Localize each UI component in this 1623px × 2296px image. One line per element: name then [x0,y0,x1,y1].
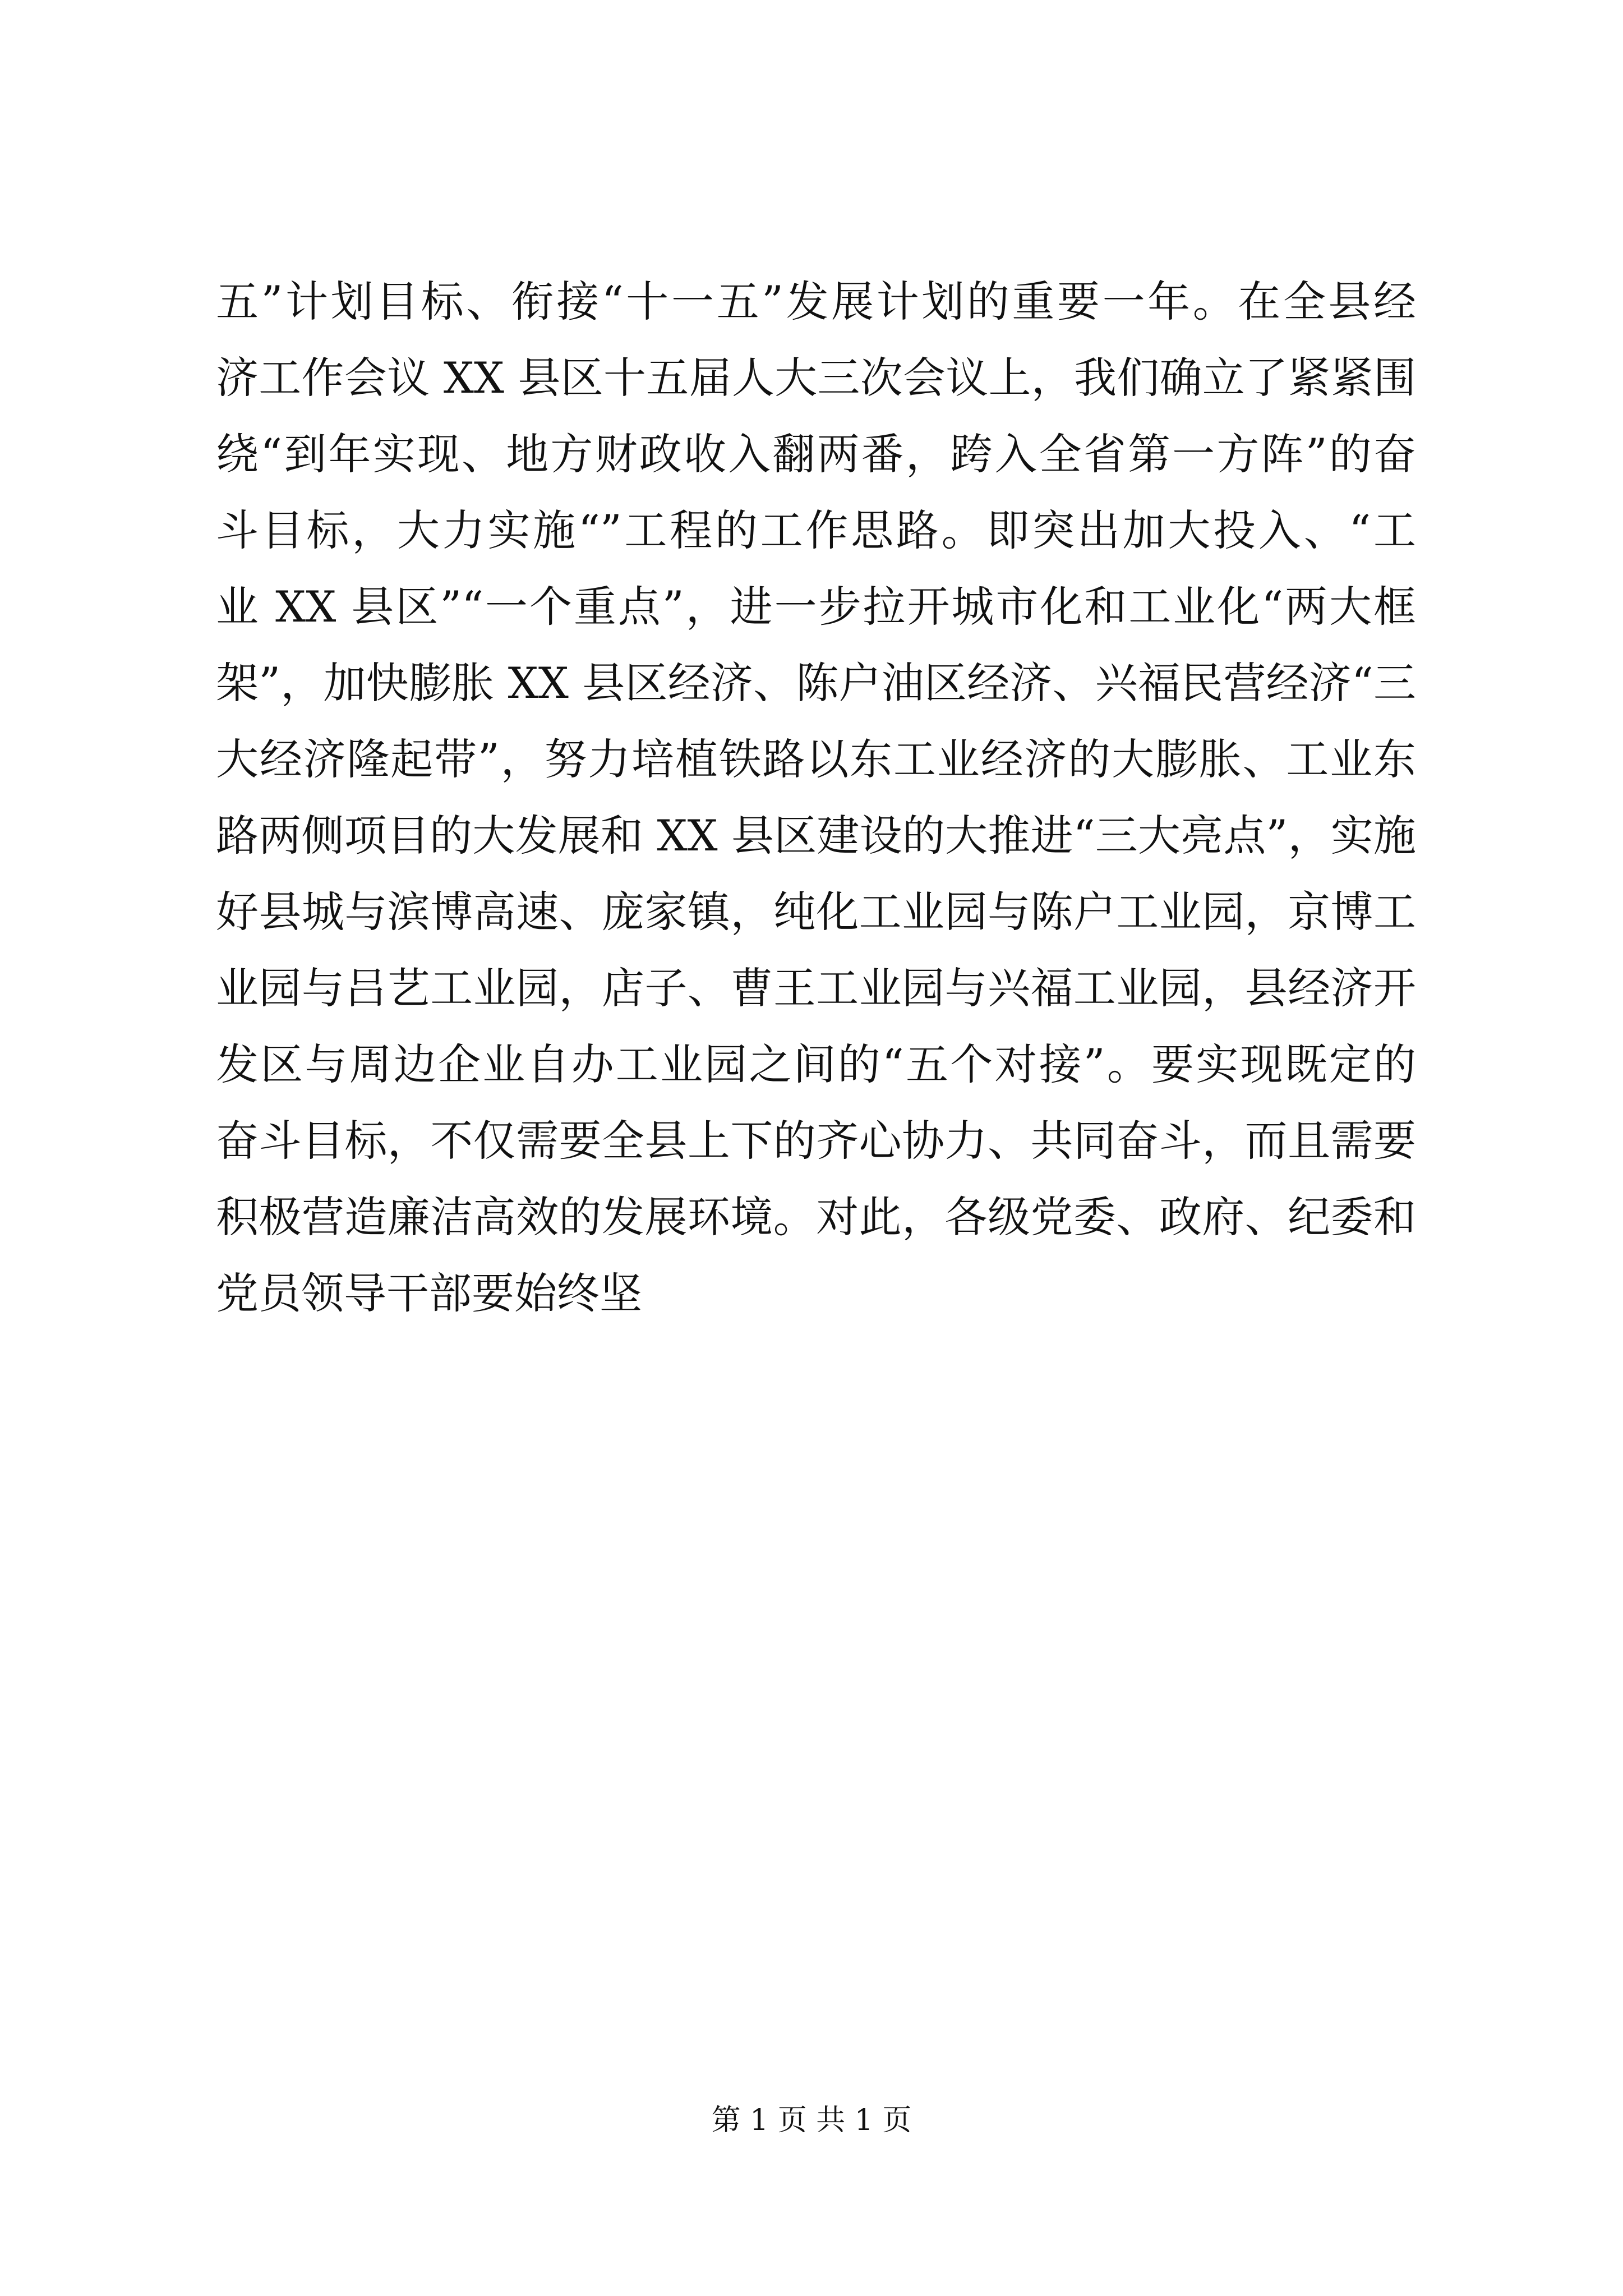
text-line: 大经济隆起带”，努力培植铁路以东工业经济的大膨胀、工业东 [216,734,1416,784]
body-paragraph [216,264,1416,1332]
text-line: 济工作会议 XX 县区十五届人大三次会议上，我们确立了紧紧围 [216,353,1416,403]
text-line: 发区与周边企业自办工业园之间的“五个对接”。要实现既定的 [216,1039,1416,1089]
text-line: 好县城与滨博高速、庞家镇，纯化工业园与陈户工业园，京博工 [216,887,1416,937]
text-line: 绕“到年实现、地方财政收入翻两番，跨入全省第一方阵”的奋 [216,429,1416,479]
text-line: 五”计划目标、衔接“十一五”发展计划的重要一年。在全县经 [216,277,1416,326]
page-footer [0,2098,1623,2143]
text-line: 业 XX 县区”“一个重点”，进一步拉开城市化和工业化“两大框 [216,582,1416,632]
page-number-label: 第 1 页 共 1 页 [711,2104,912,2137]
text-line: 业园与吕艺工业园，店子、曹王工业园与兴福工业园，县经济开 [216,963,1416,1013]
text-line: 积极营造廉洁高效的发展环境。对此，各级党委、政府、纪委和 [216,1192,1416,1242]
text-line: 斗目标，大力实施“”工程的工作思路。即突出加大投入、“工 [216,505,1416,555]
text-line-last: 党员领导干部要始终坚 [216,1268,642,1318]
text-line: 奋斗目标，不仅需要全县上下的齐心协力、共同奋斗，而且需要 [216,1116,1416,1166]
text-line: 路两侧项目的大发展和 XX 县区建设的大推进“三大亮点”，实施 [216,811,1416,861]
text-line: 架”，加快膨胀 XX 县区经济、陈户油区经济、兴福民营经济“三 [216,658,1416,708]
